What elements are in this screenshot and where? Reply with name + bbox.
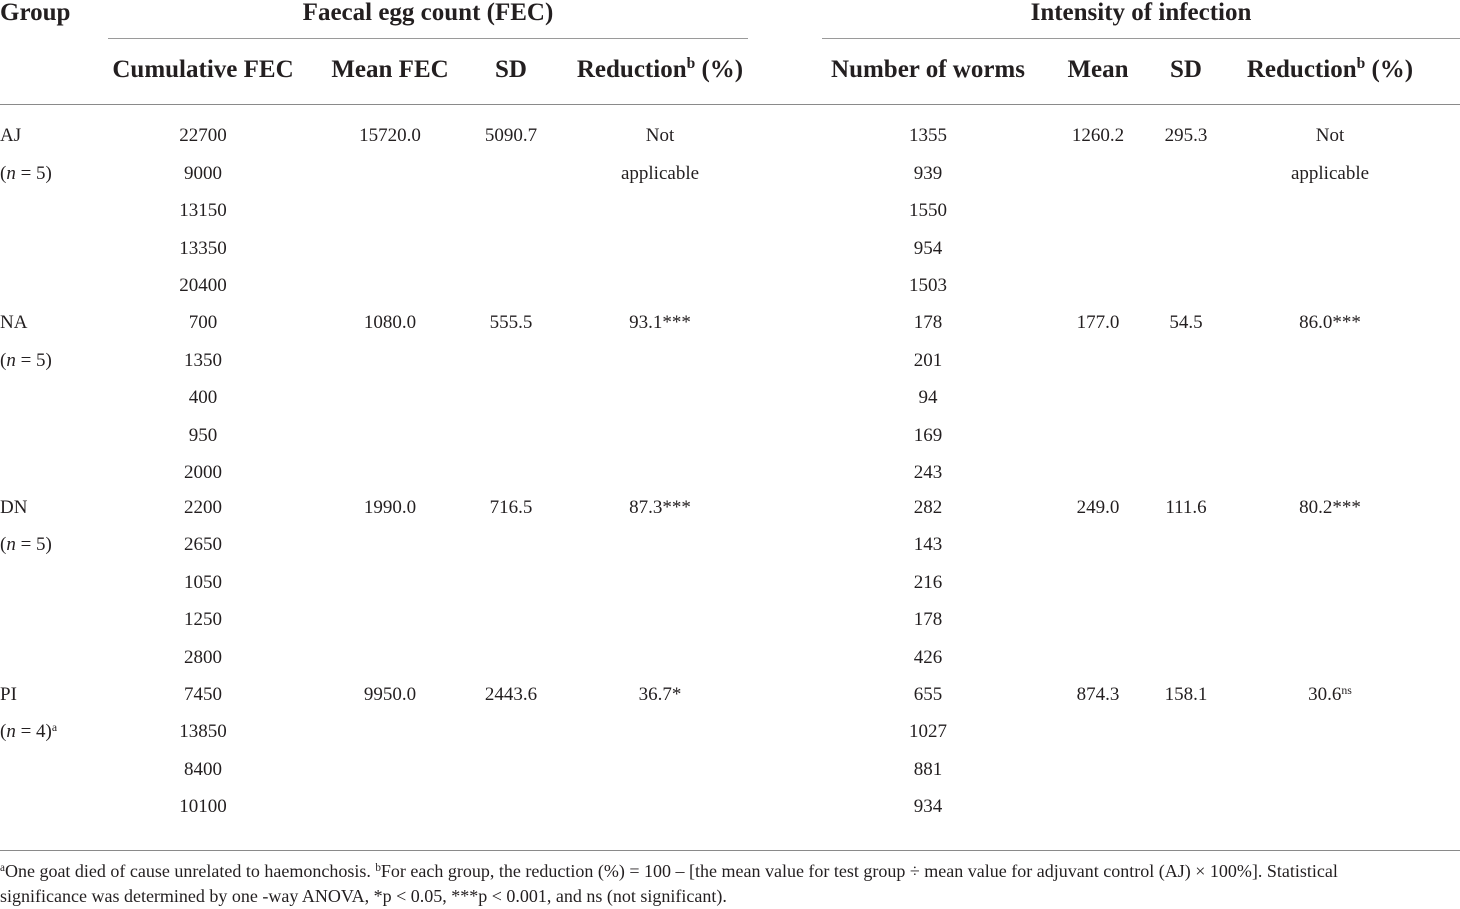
reduction-fec-cell [629,313,691,332]
group-n-label: n [6,163,16,184]
col-header-reduction-fec [577,57,743,82]
col-header-reduction-worms [1247,57,1413,82]
reduction-worms-label: Reduction [1246,56,1357,83]
reduction-fec-cell [639,685,682,704]
sd-worms-cell: 111.6 [1165,497,1207,518]
cumulative-fec-cell: 10100 [179,796,227,817]
cumulative-fec-cell: 7450 [184,684,222,705]
cumulative-fec-cell: 8400 [184,759,222,780]
worms-cell: 1550 [909,200,947,221]
sd-worms-cell: 158.1 [1164,684,1208,705]
group-n-value: = 5) [15,350,52,371]
cumulative-fec-cell: 13850 [179,721,227,742]
group-name: NA [0,312,28,333]
worms-cell: 1503 [909,275,947,296]
worms-cell: 934 [913,796,943,817]
sd-fec-cell: 2443.6 [484,684,538,705]
worms-cell: 143 [913,534,943,555]
sd-fec-cell: 555.5 [489,312,533,333]
group-n: (n = 4)$^a$ [0,720,58,742]
reduction-fec-value: 36.7* [638,684,682,705]
cumulative-fec-cell: 950 [188,425,218,446]
worms-cell: 1355 [909,125,947,146]
cumulative-fec-cell: 2000 [184,462,222,483]
worms-cell: 939 [913,163,943,184]
worms-cell: 282 [913,497,943,518]
group-n-value: = 5) [15,163,52,184]
reduction-fec-value: Not [645,125,675,146]
reduction-worms-value: 86.0*** [1299,312,1361,333]
col-header-mean-worms: Mean [1067,56,1129,83]
group-header: Group [0,0,71,26]
worms-cell: 881 [913,759,943,780]
mean-worms-cell: 874.3 [1076,684,1120,705]
cumulative-fec-cell: 1050 [184,572,222,593]
intensity-span-header: Intensity of infection [1030,0,1252,26]
footnote-b-mark: b [375,861,381,874]
reduction-fec-cell [646,126,675,145]
group-n: (n = 5) [0,350,52,371]
cumulative-fec-cell: 20400 [179,275,227,296]
col-header-sd-fec: SD [495,56,527,83]
reduction-fec-cell [629,498,691,517]
worms-cell: 94 [918,387,938,408]
worms-cell: 243 [913,462,943,483]
group-n-value: = 4) [15,721,52,742]
cumulative-fec-cell: 400 [188,387,218,408]
reduction-worms-cell [1308,685,1352,704]
worms-cell: 201 [913,350,943,371]
group-n-label: n [6,350,16,371]
cumulative-fec-cell: 2800 [184,647,222,668]
cumulative-fec-cell: 2200 [184,497,222,518]
worms-cell: 216 [913,572,943,593]
mean-fec-cell: 1080.0 [363,312,417,333]
worms-cell: 169 [913,425,943,446]
mean-worms-cell: 249.0 [1076,497,1120,518]
group-n: (n = 5) [0,163,52,184]
reduction-worms-value: 80.2*** [1299,497,1361,518]
sd-fec-cell: 716.5 [489,497,533,518]
worms-cell: 178 [913,609,943,630]
group-n-footnote-mark: a [51,720,58,734]
cumulative-fec-cell: 13150 [179,200,227,221]
worms-cell: 1027 [909,721,947,742]
footnote-a-text: One goat died of cause unrelated to haemonchosis. [4,861,376,881]
cumulative-fec-cell: 1350 [184,350,222,371]
worms-cell: 655 [913,684,943,705]
worms-cell: 426 [913,647,943,668]
group-name: DN [0,497,28,518]
reduction-worms-value: Not [1315,125,1345,146]
group-n: (n = 5) [0,534,52,555]
reduction-worms-cell [1299,498,1361,517]
reduction-fec-label: Reduction [576,56,687,83]
cumulative-fec-cell: 2650 [184,534,222,555]
fec-span-header: Faecal egg count (FEC) [302,0,554,26]
mean-worms-cell: 1260.2 [1071,125,1125,146]
reduction-fec-unit: (%) [695,56,744,83]
table-bottom-rule [0,850,1460,851]
cumulative-fec-cell: 700 [188,312,218,333]
group-name: AJ [0,125,22,146]
reduction-worms-cell-line2: applicable [1290,163,1370,184]
footnote-b-text: For each group, the reduction (%) = 100 – [the mean value for test group ÷ mean value for adjuvant control (AJ) × 100%]. Statistical [380,861,1338,881]
cumulative-fec-cell: 22700 [179,125,227,146]
reduction-worms-cell [1299,313,1361,332]
fec-span-rule [108,38,748,39]
header-bottom-rule [0,104,1460,105]
intensity-span-rule [822,38,1460,39]
group-n-value: = 5) [15,534,52,555]
sd-worms-cell: 295.3 [1164,125,1208,146]
sd-worms-cell: 54.5 [1169,312,1203,333]
footnote-line-1 [0,862,1338,880]
sd-fec-cell: 5090.7 [484,125,538,146]
group-n-label: n [6,534,16,555]
worms-cell: 178 [913,312,943,333]
cumulative-fec-cell: 9000 [184,163,222,184]
reduction-worms-value: 30.6 [1308,684,1342,705]
group-n-label: n [6,721,16,742]
mean-worms-cell: 177.0 [1076,312,1120,333]
worms-cell: 954 [913,238,943,259]
col-header-sd-worms: SD [1170,56,1202,83]
reduction-fec-value: 93.1*** [629,312,691,333]
mean-fec-cell: 9950.0 [363,684,417,705]
footnote-a-mark: a [0,861,5,874]
cumulative-fec-cell: 1250 [184,609,222,630]
col-header-number-of-worms: Number of worms [831,56,1025,83]
col-header-cumulative-fec: Cumulative FEC [112,56,294,83]
group-name: PI [0,684,17,705]
reduction-fec-footnote-mark: b [686,55,696,73]
footnote-line-2: significance was determined by one -way ANOVA, *p < 0.05, ***p < 0.001, and ns (not significant). [0,886,727,906]
mean-fec-cell: 15720.0 [359,125,421,146]
reduction-worms-sig: ns [1341,683,1352,697]
reduction-worms-unit: (%) [1365,56,1414,83]
col-header-mean-fec: Mean FEC [331,56,449,83]
reduction-worms-footnote-mark: b [1356,55,1366,73]
mean-fec-cell: 1990.0 [363,497,417,518]
reduction-fec-value: 87.3*** [629,497,691,518]
reduction-fec-cell-line2: applicable [620,163,700,184]
reduction-worms-cell [1316,126,1345,145]
cumulative-fec-cell: 13350 [179,238,227,259]
